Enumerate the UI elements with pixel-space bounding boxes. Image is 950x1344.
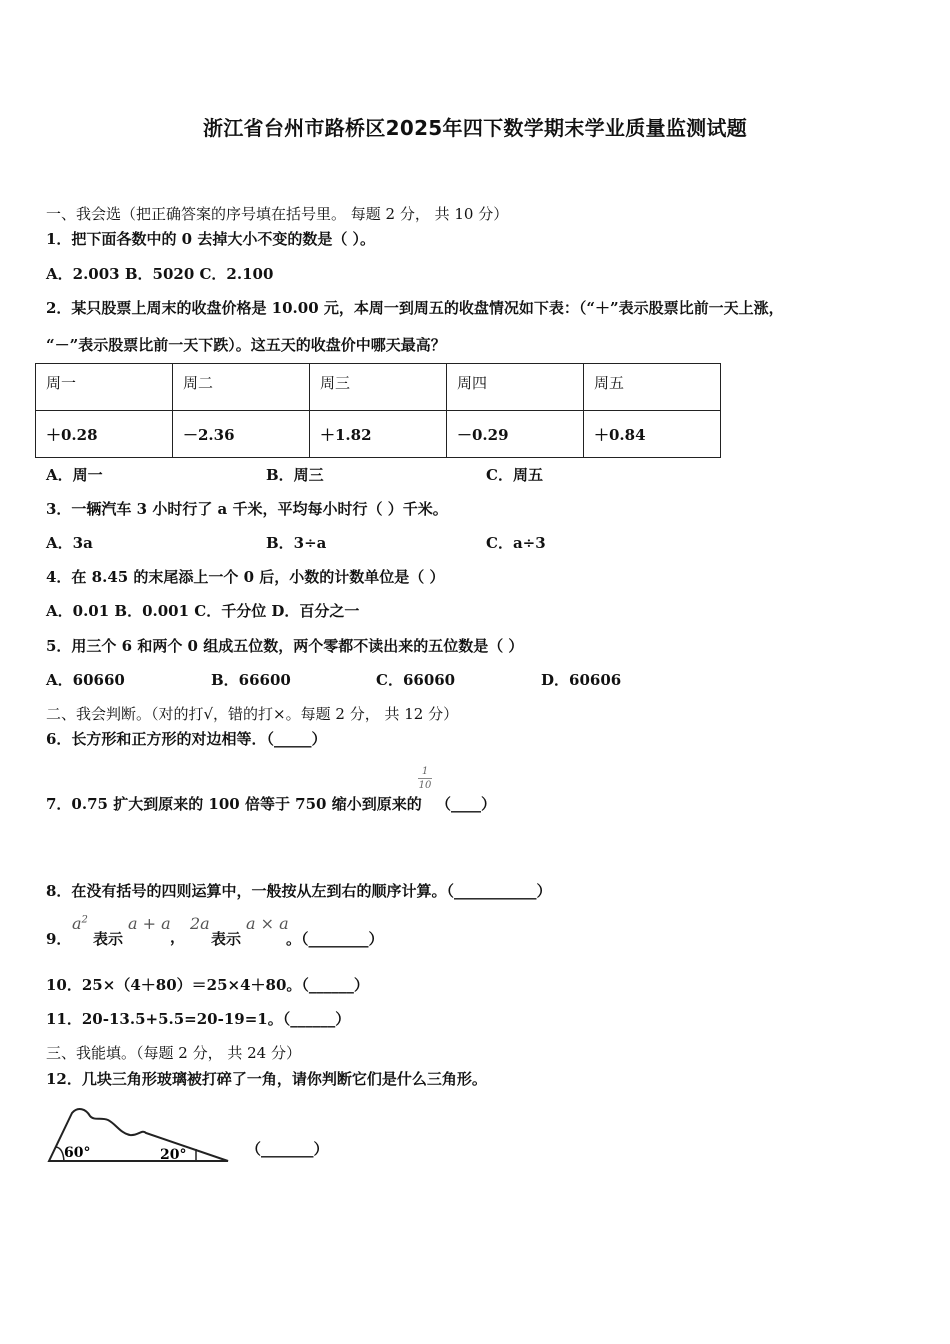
question-12-blank: （_______） xyxy=(246,1140,329,1158)
question-3-option-b: B．3÷a xyxy=(266,534,327,552)
question-5-option-b: B．66600 xyxy=(211,671,291,689)
fraction-denominator: 10 xyxy=(418,780,432,791)
fraction-numerator: 1 xyxy=(421,766,429,777)
question-9-number: 9． xyxy=(46,930,72,948)
question-3-option-c: C．a÷3 xyxy=(486,534,546,552)
table-header: 周四 xyxy=(447,364,584,411)
question-5-option-c: C．66060 xyxy=(376,671,456,689)
question-11: 11．20-13.5+5.5=20-19=1。（______） xyxy=(46,1010,351,1028)
question-2-line1: 2．某只股票上周末的收盘价格是 10.00 元，本周一到周五的收盘情况如下表：（“＋”表示股票比前一天上涨， xyxy=(46,299,784,317)
table-cell: ＋0.84 xyxy=(584,411,721,458)
question-3: 3．一辆汽车 3 小时行了 a 千米，平均每小时行（ ）千米。 xyxy=(46,500,448,518)
question-7-blank: （____） xyxy=(436,795,497,813)
question-7: 7．0.75 扩大到原来的 100 倍等于 750 缩小到原来的 xyxy=(46,795,422,813)
question-10: 10．25×（4＋80）＝25×4＋80。（______） xyxy=(46,976,369,994)
angle-arc-60 xyxy=(56,1147,64,1161)
math-base: a xyxy=(72,914,82,933)
question-8: 8．在没有括号的四则运算中，一般按从左到右的顺序计算。（___________） xyxy=(46,882,552,900)
table-header: 周一 xyxy=(36,364,173,411)
question-12: 12．几块三角形玻璃被打碎了一角，请你判断它们是什么三角形。 xyxy=(46,1070,487,1088)
question-4: 4．在 8.45 的末尾添上一个 0 后，小数的计数单位是（ ） xyxy=(46,568,445,586)
question-9-text-1: 表示 xyxy=(93,930,124,948)
question-2-option-b: B．周三 xyxy=(266,466,324,484)
broken-triangle-figure xyxy=(46,1103,232,1167)
section2-heading: 二、我会判断。（对的打√，错的打×。每题 2 分， 共 12 分） xyxy=(46,705,459,723)
question-2-option-a: A．周一 xyxy=(46,466,103,484)
page-title: 浙江省台州市路桥区2025年四下数学期末学业质量监测试题 xyxy=(202,116,748,140)
table-cell: ＋1.82 xyxy=(310,411,447,458)
math-2a: 2a xyxy=(190,914,210,933)
table-cell: －2.36 xyxy=(173,411,310,458)
angle-label-20: 20° xyxy=(160,1147,187,1163)
question-1: 1．把下面各数中的 0 去掉大小不变的数是（ ）。 xyxy=(46,230,376,248)
table-header: 周二 xyxy=(173,364,310,411)
table-cell: －0.29 xyxy=(447,411,584,458)
question-9-comma: ， xyxy=(170,928,186,946)
math-exponent: 2 xyxy=(81,914,88,926)
question-5-option-d: D．60606 xyxy=(541,671,622,689)
question-9-tail: 。（________） xyxy=(286,930,384,948)
question-4-options: A．0.01 B．0.001 C．千分位 D．百分之一 xyxy=(46,602,360,620)
table-header: 周三 xyxy=(310,364,447,411)
question-5: 5．用三个 6 和两个 0 组成五位数，两个零都不读出来的五位数是（ ） xyxy=(46,637,524,655)
question-6: 6．长方形和正方形的对边相等．（_____） xyxy=(46,730,327,748)
section1-heading: 一、我会选（把正确答案的序号填在括号里。 每题 2 分， 共 10 分） xyxy=(46,205,509,223)
question-2-option-c: C．周五 xyxy=(486,466,543,484)
table-cell: ＋0.28 xyxy=(36,411,173,458)
stock-table xyxy=(35,363,721,458)
question-3-option-a: A．3a xyxy=(46,534,93,552)
section3-heading: 三、我能填。（每题 2 分， 共 24 分） xyxy=(46,1044,301,1062)
math-a-squared xyxy=(72,914,88,933)
question-9-text-2: 表示 xyxy=(211,930,242,948)
table-header: 周五 xyxy=(584,364,721,411)
question-1-options: A．2.003 B．5020 C．2.100 xyxy=(46,265,274,283)
angle-label-60: 60° xyxy=(64,1145,91,1161)
math-a-times-a: a × a xyxy=(246,914,289,933)
question-5-option-a: A．60660 xyxy=(46,671,125,689)
fraction-one-tenth xyxy=(418,766,432,791)
fraction-bar xyxy=(418,778,432,779)
math-a-plus-a: a + a xyxy=(128,914,171,933)
question-2-line2: “－”表示股票比前一天下跌）。这五天的收盘价中哪天最高？ xyxy=(46,336,446,354)
